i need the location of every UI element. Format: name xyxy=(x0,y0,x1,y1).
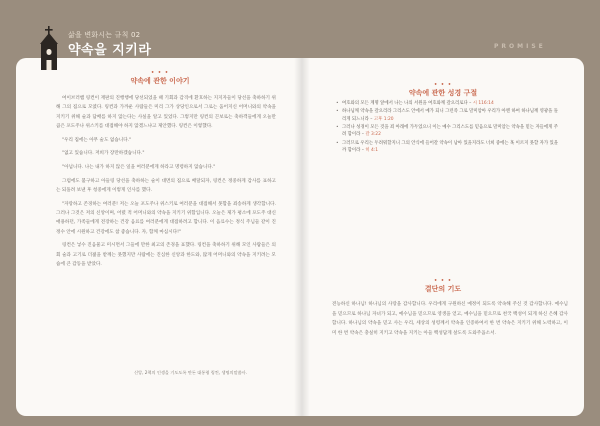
verse-text: 하나님께 약속을 갚으리라 그리스도 안에서 예가 되니 그런즉 그로 말미암아 우리가 아멘 하여 하나님께 영광을 돌리게 되느니라 – xyxy=(342,109,559,122)
verse-text: 여호와의 모든 계명 앞에서 나는 나의 서원을 여호와께 갚으리로다 – xyxy=(342,101,472,106)
verse-reference: 시 116:14 xyxy=(472,101,494,106)
verse-reference: 히 4:1 xyxy=(365,147,379,153)
left-heading-text: 약속에 관한 이야기 xyxy=(130,77,190,85)
left-section-heading xyxy=(60,70,260,86)
story-paragraph: "자랑하고 존경하는 여러분! 저는 오늘 포도주나 위스키로 여러분을 대접해서 못함을 죄송하게 생각합니다. 그러나 그것은 저의 신앙이며, 어렸 적 어머니와의 약속을 지키기 위함입니다. 오늘은 제가 평소에 포도주 대신 애용하던, 가족들에게 전장하는 건강 음료를 여러분에게 대접하려고 합니다. 이 음료수는 정식 주님들 같이 진정수 안에 시원하고 건강에도 참 좋습니다. 자, 함께 마십시다!" xyxy=(56,201,276,235)
banner-title: 약속을 지키라 xyxy=(68,43,152,58)
closing-section-heading xyxy=(343,278,543,294)
verse-item xyxy=(336,108,562,122)
heading-dots: • • • xyxy=(433,278,453,284)
verse-item xyxy=(336,100,562,107)
banner-subtitle: 삶을 변화시는 규칙 02 xyxy=(68,31,141,39)
verse-reference: 갈 3:22 xyxy=(365,132,381,138)
page-gutter xyxy=(294,58,310,416)
right-section-heading xyxy=(343,82,543,98)
story-paragraph: 그럼에도 불구하고 아들링 당선을 축하하는 술이 대면의 집으로 배달되자, 링컨은 정중하게 감사를 표하고는 되돌려 보낸 후 청중에게 이렇게 인사를 했다. xyxy=(56,178,276,193)
source-caption: 신앙, 2책의 인생을 기도도록 만든 대통령 링컨, 생명의말씀사. xyxy=(134,370,248,375)
verse-reference: 고후 1:20 xyxy=(373,116,394,122)
heading-dots: • • • xyxy=(433,82,453,88)
verse-item xyxy=(336,124,562,138)
story-paragraph: 여이브러햄 링컨이 재판의 진행행에 당선되었을 때 기회과 감격에 환호하는 지지자들이 당선을 축하하기 위해 그의 집으로 모였다. 링컨과 가까운 사람들은 미리 그가 상당인으로서 그로는 움어지신 어머니와의 약속을 지키기 위해 술과 담배를 하지 않는다는 사실을 알고 있었다. 그렇지만 링컨의 끈보로는 축하객들에게 오늘만큼은 포도주나 위스키를 대접해야 하지 않겠느냐고 제안했다. 링컨은 이렇했다. xyxy=(56,96,276,130)
story-paragraph: "아닙니다. 나는 내가 하지 않은 일을 여러분에게 하라고 명령하지 않습니다." xyxy=(62,165,216,170)
story-paragraph: 링컨은 넣수 진음물고 미시면서 그들에 만한 최고의 존경을 표했다. 링컨을 축하하기 위해 모인 사람들은 의회 술과 고기로 더젊을 받께는 못했지만 사람에는 진심한 신앙과 한도와, 많게 어머니와의 약속을 지키려는 모습에 큰 감동을 받았다. xyxy=(56,243,276,268)
church-icon xyxy=(36,26,62,70)
story-paragraph: "우리 집에는 아무 술도 없습니다." xyxy=(62,137,132,143)
verse-list xyxy=(336,100,562,155)
closing-prayer: 전능하신 하나님! 하나님의 사랑을 감사합니다. 우리에게 구원하신 예정이 되도록 약속해 주신 것 감사합니다. 예수님을 믿으므로 하나님 자녀가 되고, 예수님을 믿으므로 영생을 얻고, 예수님을 믿으므로 천국 백성이 되게 하신 은혜 감사합니다. 하나님의 약속을 믿고 사는 우리, 세상의 성령께서 약속을 인증하여서 한 번 약속은 지키기 위해 노력하고, 이미 한 번 약속은 충실히 지키고 약속을 지키는 아들 백성답게 살도록 도와주옵소서. xyxy=(332,302,568,336)
brand-label: PROMISE xyxy=(494,43,546,50)
verse-text: 그러므로 우리는 두려워할지니 그의 안식에 들어갈 약속이 남아 있을지라도 너희 중에는 혹 이르지 못할 자가 있을까 함이라 – xyxy=(342,140,559,153)
verse-text: 그러나 성경이 모든 것을 죄 아래에 가두었으니 이는 예수 그리스도를 믿음으로 말미암는 약속을 믿는 자들에게 주려 함이라 – xyxy=(342,124,559,138)
story-body xyxy=(56,94,276,274)
story-paragraph: "없고 있습니다. 저희가 장만하겠습니다." xyxy=(62,151,145,157)
closing-heading-text: 결단의 기도 xyxy=(424,285,462,293)
right-heading-text: 약속에 관한 성경 구절 xyxy=(408,89,478,97)
heading-dots: • • • xyxy=(150,70,170,76)
verse-item xyxy=(336,140,562,154)
